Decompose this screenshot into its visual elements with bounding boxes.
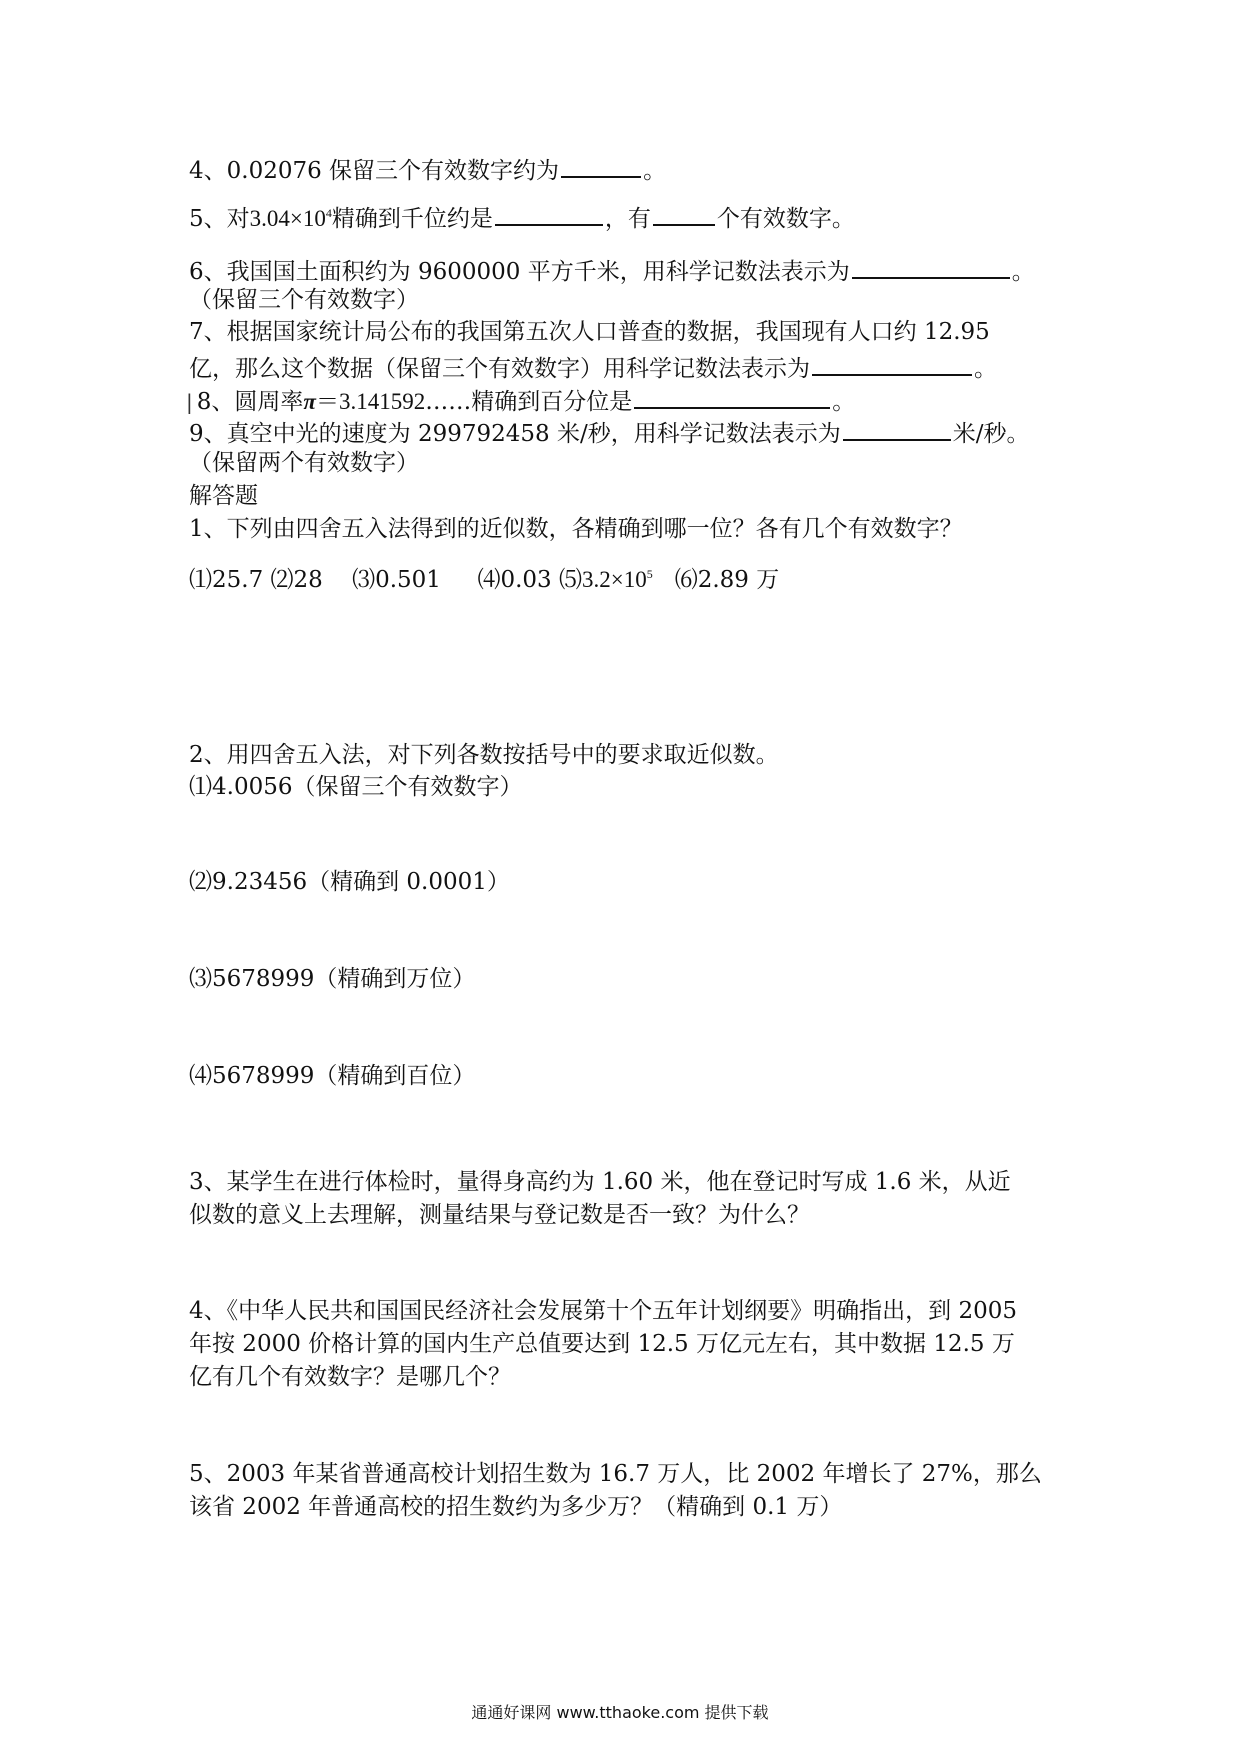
pi-symbol: π <box>303 389 316 414</box>
answer-q4-line1: 4、《中华人民共和国国民经济社会发展第十个五年计划纲要》明确指出，到 2005 <box>189 1298 1017 1324</box>
fill-q8-value: ＝3.141592 <box>315 389 426 414</box>
answer-q5-line2: 该省 2002 年普通高校的招生数约为多少万？（精确到 0.1 万） <box>189 1494 843 1520</box>
fill-q6 <box>189 253 1090 287</box>
answer-q1-items <box>189 565 1090 595</box>
fill-q5-text: 5、对 <box>189 206 250 232</box>
answer-blank[interactable] <box>634 383 830 409</box>
answer-q4-line3: 亿有几个有效数字？是哪几个？ <box>189 1364 511 1390</box>
fill-q5 <box>189 200 1090 234</box>
answer-blank[interactable] <box>495 200 603 226</box>
q1-item5-coef: 3.2×10 <box>582 567 647 592</box>
q1-item: ⑵28 <box>270 567 323 593</box>
q1-item: ⑹2.89 万 <box>674 567 780 593</box>
answer-q1-stem: 1、下列由四舍五入法得到的近似数，各精确到哪一位？各有几个有效数字？ <box>189 516 963 542</box>
fill-q5-end: 个有效数字。 <box>716 206 855 232</box>
answer-blank[interactable] <box>653 200 715 226</box>
q1-item: ⑷0.03 <box>477 567 552 593</box>
fill-q4 <box>189 152 1090 186</box>
answer-blank[interactable] <box>843 415 951 441</box>
fill-q5-mid: 精确到千位约是 <box>331 206 493 232</box>
fill-q9-text: 9、真空中光的速度为 299792458 米/秒，用科学记数法表示为 <box>189 421 841 447</box>
section-title: 解答题 <box>189 483 258 509</box>
fill-q8 <box>186 383 1090 417</box>
q2-item: ⑷5678999（精确到百位） <box>189 1063 476 1089</box>
fill-q9-end: 米/秒。 <box>952 421 1030 447</box>
answer-blank[interactable] <box>852 253 1010 279</box>
q1-item5-exponent: 5 <box>646 567 653 581</box>
fill-q8-mid: ……精确到百分位是 <box>425 389 633 415</box>
fill-q6-end: 。 <box>1011 259 1035 285</box>
fill-q9 <box>189 415 1090 449</box>
q1-item5-number <box>582 567 653 592</box>
fill-q5-mid2: ，有 <box>604 206 651 232</box>
fill-q7-line1: 7、根据国家统计局公布的我国第五次人口普查的数据，我国现有人口约 12.95 <box>189 319 990 345</box>
q2-item: ⑴4.0056（保留三个有效数字） <box>189 774 523 800</box>
q2-item: ⑶5678999（精确到万位） <box>189 966 476 992</box>
answer-blank[interactable] <box>812 350 972 376</box>
answer-q3-line2: 似数的意义上去理解，测量结果与登记数是否一致？为什么？ <box>189 1202 810 1228</box>
fill-q4-text: 4、0.02076 保留三个有效数字约为 <box>189 158 560 184</box>
fill-q7-line2 <box>189 350 1090 384</box>
q1-item: ⑴25.7 <box>189 567 264 593</box>
fill-q9-note: （保留两个有效数字） <box>189 450 419 476</box>
fill-q7-text: 亿，那么这个数据（保留三个有效数字）用科学记数法表示为 <box>189 356 810 382</box>
text-cursor-mark: | <box>186 390 193 414</box>
fill-q8-text: 8、圆周率 <box>196 389 304 415</box>
fill-q8-end: 。 <box>832 389 856 415</box>
q1-item: ⑶0.501 <box>352 567 441 593</box>
fill-q6-text: 6、我国国土面积约为 9600000 平方千米，用科学记数法表示为 <box>189 259 850 285</box>
fill-q5-number <box>250 206 332 231</box>
answer-q2-stem: 2、用四舍五入法，对下列各数按括号中的要求取近似数。 <box>189 742 779 768</box>
fill-q7-end: 。 <box>974 356 997 382</box>
fill-q6-note: （保留三个有效数字） <box>189 287 419 313</box>
answer-blank[interactable] <box>561 152 641 178</box>
fill-q4-end: 。 <box>643 158 667 184</box>
page-footer: 通通好课网 www.tthaoke.com 提供下载 <box>471 1703 769 1722</box>
fill-q5-coef: 3.04×10 <box>249 206 326 231</box>
answer-q5-line1: 5、2003 年某省普通高校计划招生数为 16.7 万人，比 2002 年增长了 27%，那么 <box>189 1461 1042 1487</box>
fill-q5-exponent: 4 <box>325 206 332 220</box>
q1-item: ⑸ <box>559 567 583 593</box>
answer-q4-line2: 年按 2000 价格计算的国内生产总值要达到 12.5 万亿元左右，其中数据 12.5 万 <box>189 1331 1015 1357</box>
q2-item: ⑵9.23456（精确到 0.0001） <box>189 869 510 895</box>
answer-q3-line1: 3、某学生在进行体检时，量得身高约为 1.60 米，他在登记时写成 1.6 米，从近 <box>189 1169 1011 1195</box>
